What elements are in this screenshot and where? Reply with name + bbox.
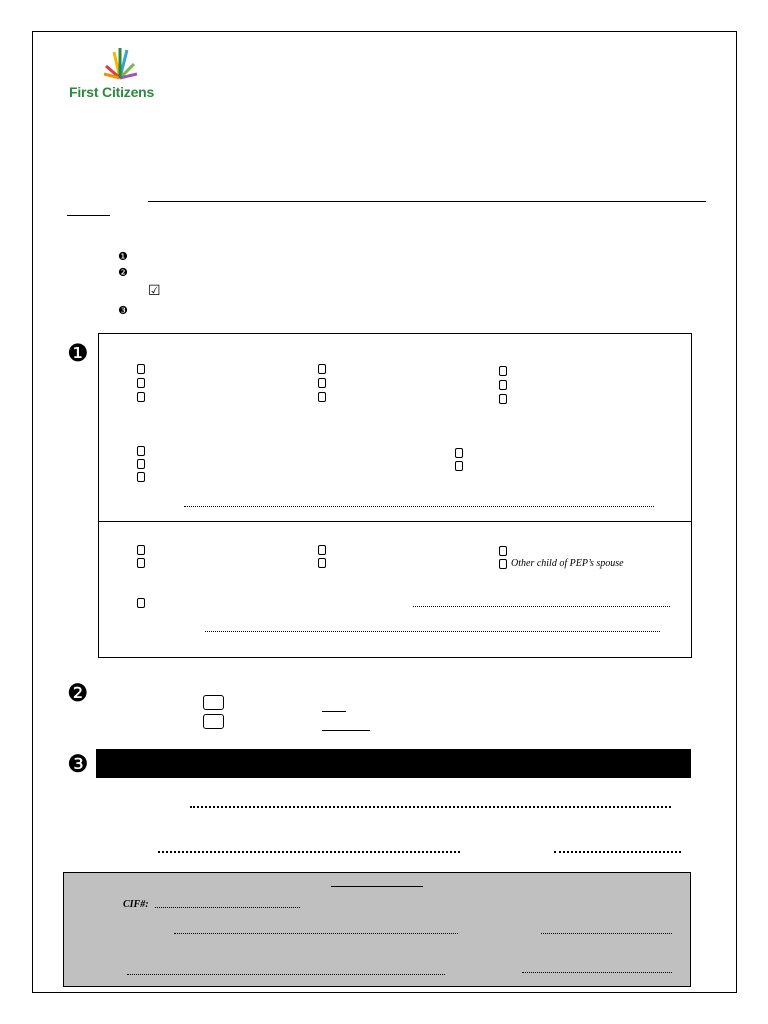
- fill-line[interactable]: [174, 933, 458, 934]
- section-1-marker: ❶: [67, 339, 89, 367]
- checkbox[interactable]: [318, 364, 326, 374]
- brand-name: First Citizens: [69, 84, 155, 100]
- fill-line[interactable]: [158, 851, 460, 853]
- checkbox[interactable]: [137, 392, 145, 402]
- short-rule: [67, 215, 110, 216]
- office-use-box: [63, 872, 691, 987]
- cif-label: CIF#:: [123, 899, 149, 910]
- fill-line[interactable]: [205, 631, 660, 632]
- section-2-marker: ❷: [67, 679, 89, 707]
- checkbox[interactable]: [203, 695, 224, 710]
- checkbox-example-icon: ☑: [148, 283, 161, 299]
- section-3-marker: ❸: [67, 750, 89, 778]
- underline: [322, 730, 370, 731]
- intro-marker-1: ❶: [118, 250, 128, 263]
- checkbox[interactable]: [499, 394, 507, 404]
- checkbox-other-child[interactable]: [499, 559, 507, 569]
- checkbox[interactable]: [499, 380, 507, 390]
- checkbox[interactable]: [137, 558, 145, 568]
- office-use-title-underline: [331, 886, 423, 887]
- title-underline: [148, 201, 706, 202]
- fill-line[interactable]: [413, 606, 670, 607]
- checkbox[interactable]: [318, 558, 326, 568]
- checkbox[interactable]: [455, 461, 463, 471]
- checkbox[interactable]: [137, 459, 145, 469]
- checkbox[interactable]: [499, 366, 507, 376]
- checkbox[interactable]: [137, 545, 145, 555]
- checkbox[interactable]: [137, 378, 145, 388]
- checkbox[interactable]: [318, 378, 326, 388]
- checkbox[interactable]: [499, 546, 507, 556]
- cif-field[interactable]: [155, 907, 300, 908]
- checkbox[interactable]: [137, 446, 145, 456]
- fill-line[interactable]: [541, 933, 672, 934]
- checkbox[interactable]: [137, 598, 145, 608]
- underline: [322, 711, 346, 712]
- fill-line[interactable]: [190, 806, 671, 808]
- other-child-label: Other child of PEP’s spouse: [511, 558, 624, 569]
- intro-marker-2: ❷: [118, 266, 128, 279]
- checkbox[interactable]: [137, 364, 145, 374]
- checkbox[interactable]: [318, 545, 326, 555]
- section-3-header-bar: [96, 749, 691, 778]
- fill-line[interactable]: [184, 506, 654, 507]
- checkbox[interactable]: [318, 392, 326, 402]
- fill-line[interactable]: [522, 972, 672, 973]
- checkbox[interactable]: [455, 448, 463, 458]
- checkbox[interactable]: [137, 472, 145, 482]
- section-1-box: [98, 333, 692, 658]
- intro-marker-3: ❸: [118, 304, 128, 317]
- section-1-divider: [98, 521, 692, 522]
- fill-line[interactable]: [554, 851, 681, 853]
- checkbox[interactable]: [203, 714, 224, 729]
- logo-icon: [100, 44, 140, 84]
- fill-line[interactable]: [127, 974, 445, 975]
